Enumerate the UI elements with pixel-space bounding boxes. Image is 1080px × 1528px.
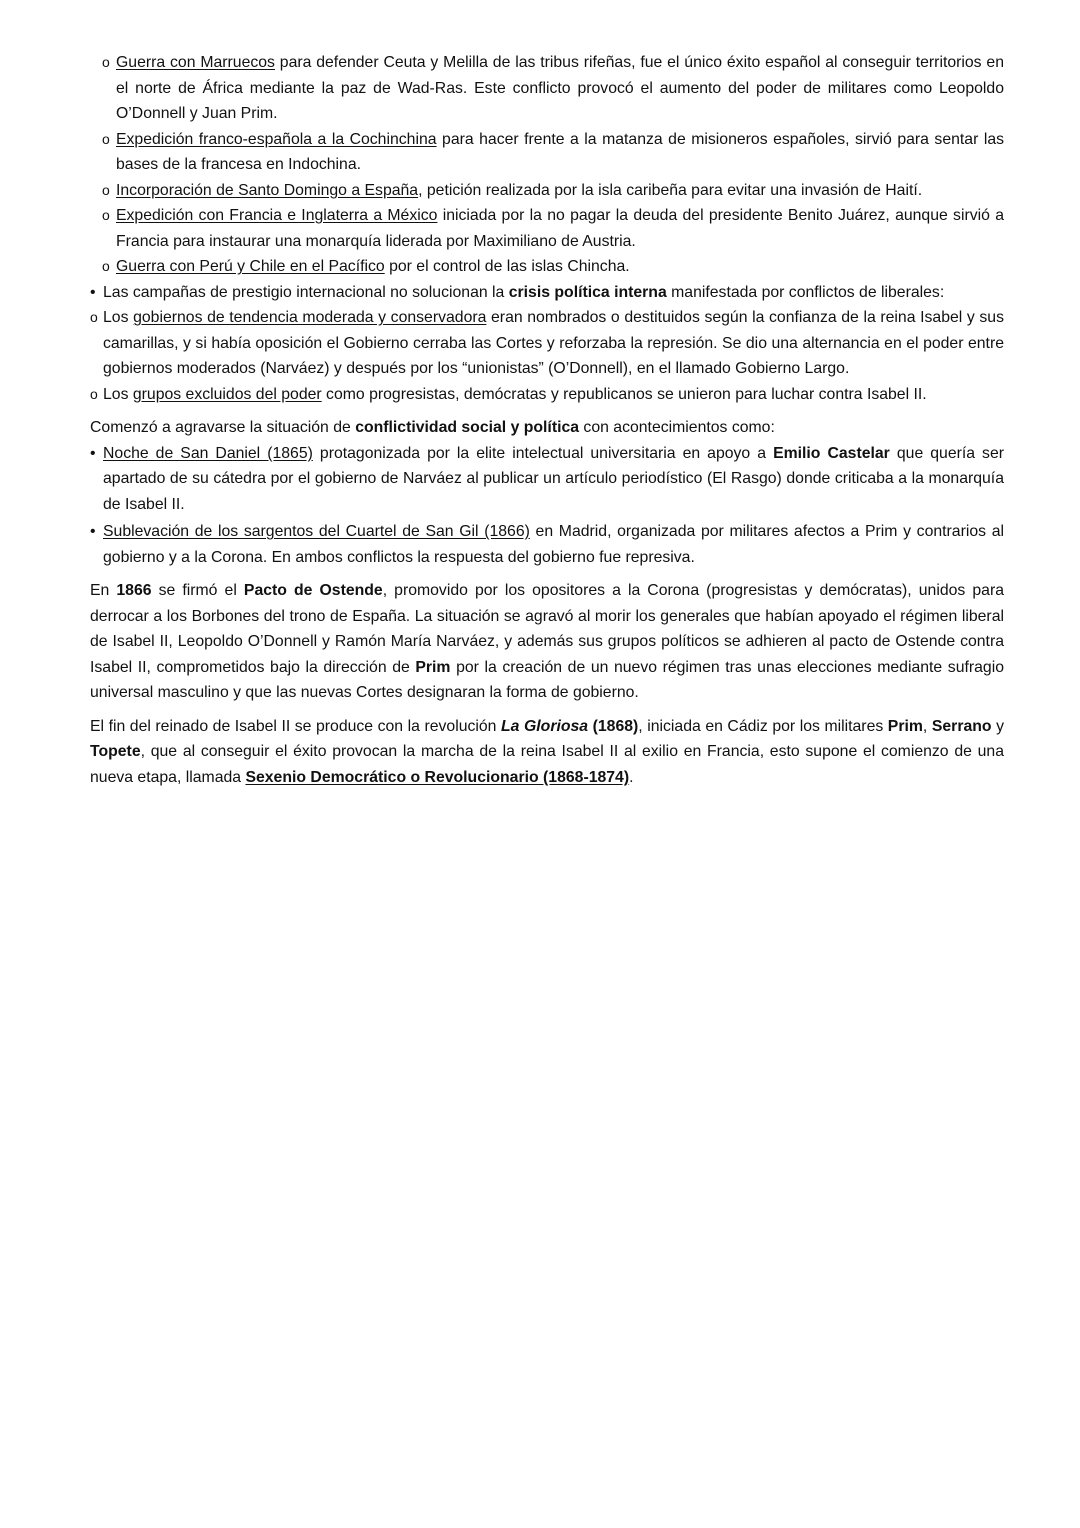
crisis-sub-list <box>90 305 1004 407</box>
list-item: o Los gobiernos de tendencia moderada y conservadora eran nombrados o destituidos según la confianza de la reina Isabel y sus camarillas, y si había oposición el Gobierno cerraba las Cortes y reforzaba la represión. Se dio una alternancia en el poder entre gobiernos moderados (Narváez) y después por los “unionistas” (O’Donnell), en el llamado Gobierno Largo. <box>90 305 1004 382</box>
list-item: o Expedición franco-española a la Cochinchina para hacer frente a la matanza de misioneros españoles, sirvió para sentar las bases de la francesa en Indochina. <box>90 127 1004 178</box>
list-item: o Los grupos excluidos del poder como progresistas, demócratas y republicanos se unieron para luchar contra Isabel II. <box>90 382 1004 408</box>
circle-bullet-icon: o <box>102 258 110 274</box>
list-item: o Incorporación de Santo Domingo a España, petición realizada por la isla caribeña para evitar una invasión de Haití. <box>90 178 1004 204</box>
circle-bullet-icon: o <box>102 130 110 147</box>
paragraph-la-gloriosa: El fin del reinado de Isabel II se produce con la revolución La Gloriosa (1868), iniciada en Cádiz por los militares Prim, Serrano y Topete, que al conseguir el éxito provocan la marcha de la reina Isabel II al exilio en Francia, esto supone el comienzo de una nueva etapa, llamada Sexenio Democrático o Revolucionario (1868-1874). <box>90 717 1004 786</box>
list-item: • Noche de San Daniel (1865) protagonizada por la elite intelectual universitaria en apoyo a Emilio Castelar que quería ser apartado de su cátedra por el gobierno de Narváez al publicar un artículo periodístico (El Rasgo) donde criticaba a la monarquía de Isabel II. <box>90 441 1004 518</box>
conflict-events-list <box>90 441 1004 571</box>
document-page <box>90 50 1004 798</box>
internal-crisis-list <box>90 280 1004 408</box>
circle-bullet-icon: o <box>102 207 110 223</box>
list-item: • Sublevación de los sargentos del Cuartel de San Gil (1866) en Madrid, organizada por militares afectos a Prim y contrarios al gobierno y a la Corona. En ambos conflictos la respuesta del gobierno fue represiva. <box>90 519 1004 570</box>
circle-bullet-icon: o <box>102 181 110 198</box>
bullet-icon: • <box>90 283 96 301</box>
paragraph-ostende: En 1866 se firmó el Pacto de Ostende, promovido por los opositores a la Corona (progresistas y demócratas), unidos para derrocar a los Borbones del trono de España. La situación se agravó al morir los generales que habían apoyado el régimen liberal de Isabel II, Leopoldo O’Donnell y Ramón María Narváez, y además sus grupos políticos se adhieren al pacto de Ostende contra Isabel II, comprometidos bajo la dirección de Prim por la creación de un nuevo régimen tras unas elecciones mediante sufragio universal masculino y que las nuevas Cortes designaran la forma de gobierno. <box>90 582 1005 701</box>
list-item: o Guerra con Perú y Chile en el Pacífico por el control de las islas Chincha. <box>90 254 1004 280</box>
bullet-icon: • <box>90 444 96 462</box>
circle-bullet-icon: o <box>90 385 98 402</box>
sexenio-link-text: Sexenio Democrático o Revolucionario (1868-1874) <box>245 768 630 786</box>
paragraph-conflict-intro: Comenzó a agravarse la situación de conflictividad social y política con acontecimientos como: <box>90 419 775 436</box>
list-item: • Las campañas de prestigio internacional no solucionan la crisis política interna manifestada por conflictos de liberales: o Los gobiernos de tendencia moderada y conservadora eran nombrados o destituidos según la confianza de la reina Isabel y sus camarillas, y si había oposición el Gobierno cerraba las Cortes y reforzaba la represión. Se dio una alternancia en el poder entre gobiernos moderados (Narváez) y después por los “unionistas” (O’Donnell), en el llamado Gobierno Largo. o Los grupos excluidos del poder como progresistas, demócratas y republicanos se unieron para luchar contra Isabel II. <box>90 280 1004 408</box>
list-item: o Guerra con Marruecos para defender Ceuta y Melilla de las tribus rifeñas, fue el único éxito español al conseguir territorios en el norte de África mediante la paz de Wad-Ras. Este conflicto provocó el aumento del poder de militares como Leopoldo O’Donnell y Juan Prim. <box>90 50 1004 127</box>
foreign-campaigns-list <box>90 50 1004 280</box>
circle-bullet-icon: o <box>90 309 98 325</box>
bullet-icon: • <box>90 523 96 540</box>
circle-bullet-icon: o <box>102 54 110 70</box>
list-item: o Expedición con Francia e Inglaterra a México iniciada por la no pagar la deuda del presidente Benito Juárez, aunque sirvió a Francia para instaurar una monarquía liderada por Maximiliano de Austria. <box>90 203 1004 254</box>
